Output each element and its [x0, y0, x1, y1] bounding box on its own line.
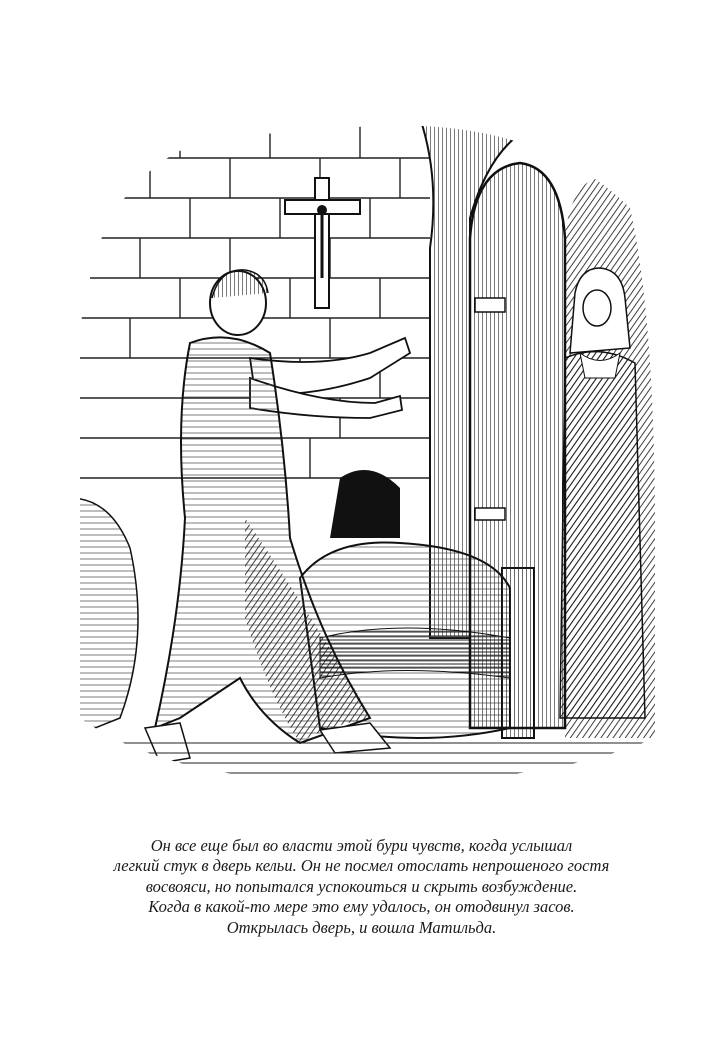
caption-line-4: Когда в какой-то мере это ему удалось, он отодвинул засов.: [148, 897, 575, 917]
caption-line-5: Открылась дверь, и вошла Матильда.: [226, 917, 497, 937]
caption-line-1: Он все еще был во власти этой бури чувств, когда услышал: [150, 836, 573, 855]
caption-line-2: легкий стук в дверь кельи. Он не посмел отослать непрошеного гостя: [113, 856, 610, 876]
engraving-picture: [70, 118, 655, 788]
caption-line-3: восвояси, но попытался успокоиться и скрыть возбуждение.: [145, 876, 578, 896]
caption: [60, 836, 663, 938]
illustration-engraving: [70, 118, 655, 788]
